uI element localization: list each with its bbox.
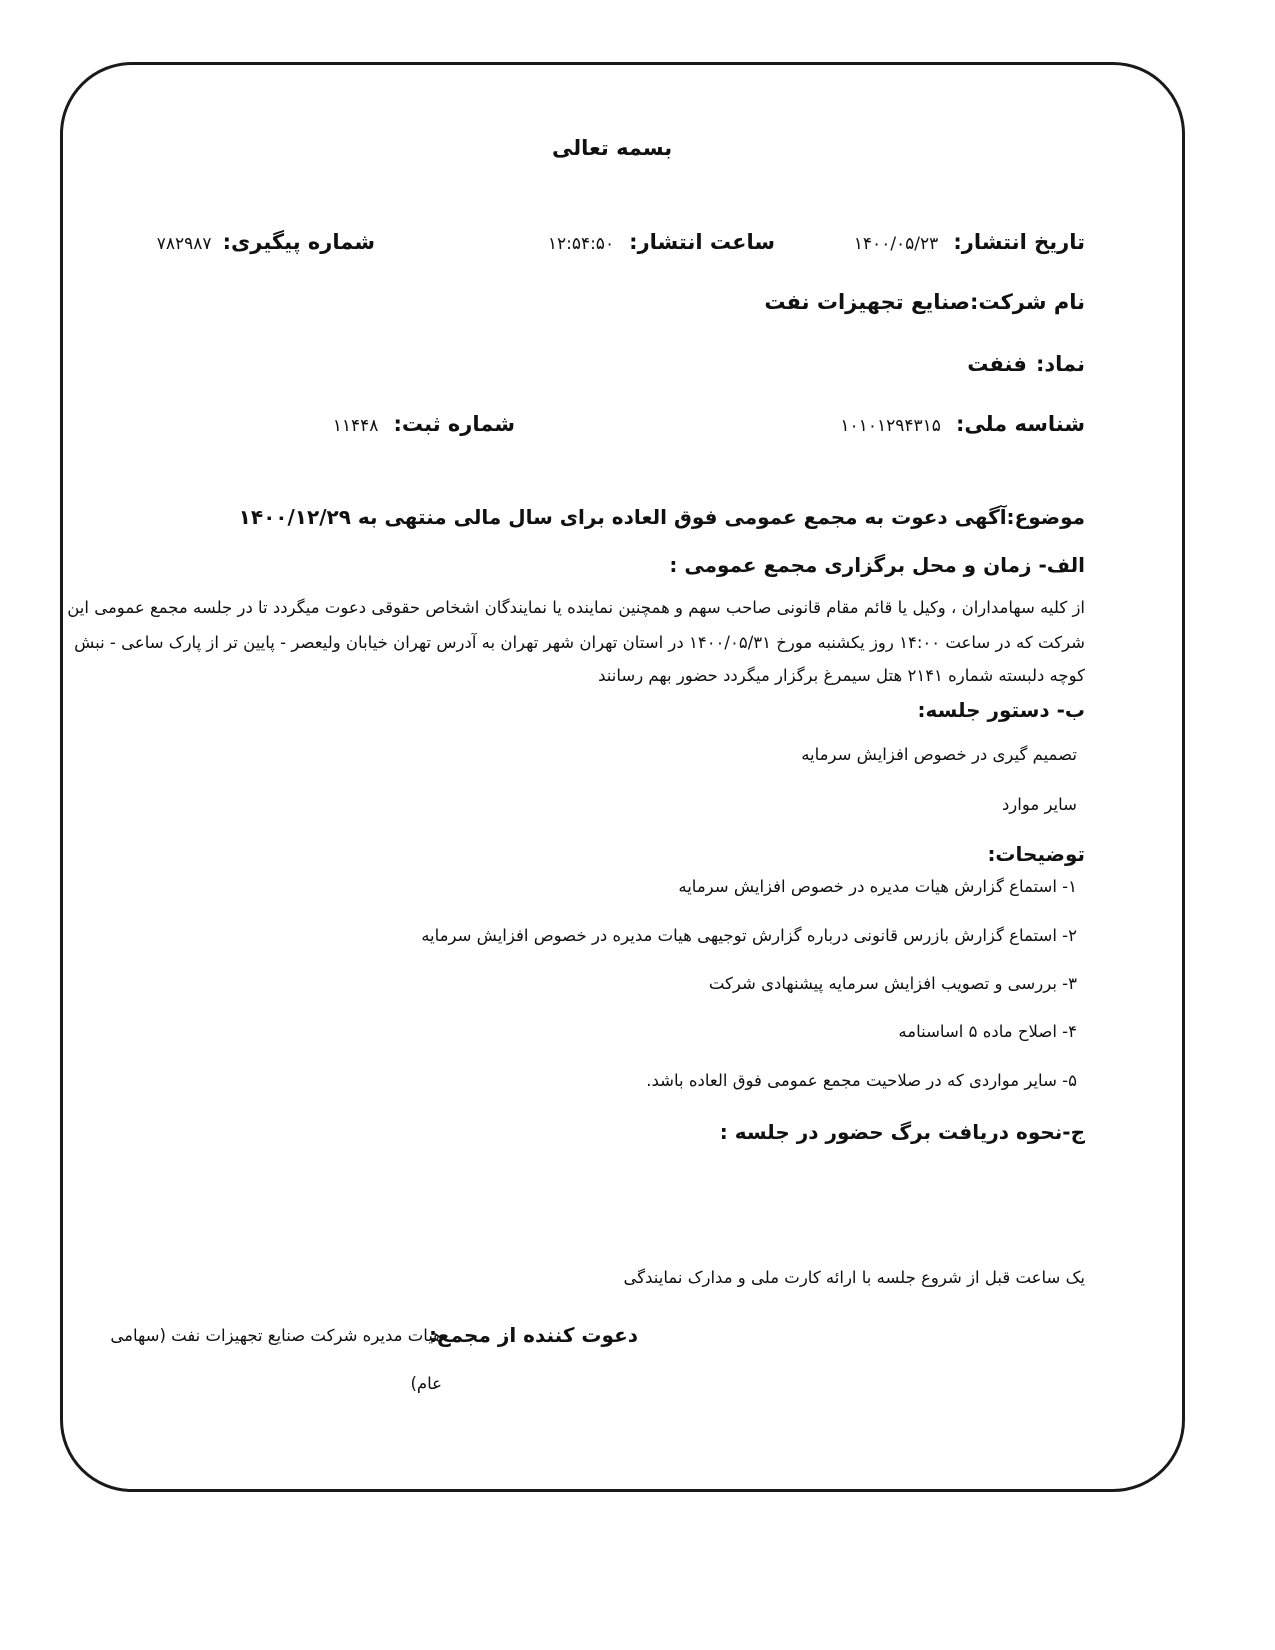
note-item-5: ۵- سایر مواردی که در صلاحیت مجمع عمومی فوق العاده باشد.	[646, 1071, 1077, 1090]
company-name-value: صنایع تجهیزات نفت	[764, 290, 970, 314]
section-b-title: ب- دستور جلسه:	[917, 698, 1085, 722]
registration-number-value: ۱۱۴۴۸	[332, 416, 379, 436]
section-a-line-3: کوچه دلبسته شماره ۲۱۴۱ هتل سیمرغ برگزار میگردد حضور بهم رسانند	[598, 666, 1085, 685]
company-name	[764, 290, 1085, 314]
national-id	[840, 412, 1085, 436]
publish-date	[854, 230, 1085, 254]
note-item-1: ۱- استماع گزارش هیات مدیره در خصوص افزایش سرمایه	[678, 877, 1077, 896]
bismillah-heading: بسمه تعالی	[552, 136, 673, 160]
note-item-4: ۴- اصلاح ماده ۵ اساسنامه	[898, 1022, 1077, 1041]
note-item-3: ۳- بررسی و تصویب افزایش سرمایه پیشنهادی شرکت	[708, 974, 1077, 993]
section-a-line-1: از کلیه سهامداران ، وکیل یا قائم مقام قانونی صاحب سهم و همچنین نماینده یا نمایندگان اشخاص حقوقی دعوت میگردد تا در جلسه مجمع عمومی این	[67, 598, 1085, 617]
section-c-title: ج-نحوه دریافت برگ حضور در جلسه :	[719, 1120, 1085, 1144]
publish-time	[548, 230, 775, 254]
inviter-value-line-1: هیات مدیره شرکت صنایع تجهیزات نفت (سهامی	[110, 1326, 442, 1345]
tracking-number-value: ۷۸۲۹۸۷	[156, 234, 212, 254]
symbol	[967, 352, 1085, 376]
publish-date-label: تاریخ انتشار:	[953, 230, 1085, 254]
publish-time-label: ساعت انتشار:	[629, 230, 775, 254]
section-c-text: یک ساعت قبل از شروع جلسه با ارائه کارت ملی و مدارک نمایندگی	[623, 1268, 1085, 1287]
section-a-line-2: شرکت که در ساعت ۱۴:۰۰ روز یکشنبه مورخ ۱۴۰۰/۰۵/۳۱ در استان تهران شهر تهران به آدرس تهران خیابان ولیعصر - پایین تر از پارک ساعی - نبش	[74, 633, 1085, 652]
publish-date-value: ۱۴۰۰/۰۵/۲۳	[853, 234, 939, 254]
section-a-title: الف- زمان و محل برگزاری مجمع عمومی :	[669, 553, 1085, 577]
inviter-value-line-2: عام)	[410, 1374, 442, 1393]
symbol-value: فنفت	[967, 352, 1027, 376]
notes-title: توضیحات:	[987, 842, 1085, 866]
publish-time-value: ۱۲:۵۴:۵۰	[547, 234, 615, 254]
company-name-label: نام شرکت:	[969, 290, 1085, 314]
registration-number	[333, 412, 515, 436]
symbol-label: نماد:	[1035, 352, 1085, 376]
note-item-2: ۲- استماع گزارش بازرس قانونی درباره گزارش توجیهی هیات مدیره در خصوص افزایش سرمایه	[421, 926, 1077, 945]
tracking-number-label: شماره پیگیری:	[222, 230, 375, 254]
agenda-item-1: تصمیم گیری در خصوص افزایش سرمایه	[801, 745, 1077, 764]
agenda-item-2: سایر موارد	[1001, 795, 1077, 814]
national-id-value: ۱۰۱۰۱۲۹۴۳۱۵	[840, 416, 941, 436]
registration-number-label: شماره ثبت:	[393, 412, 515, 436]
tracking-number	[157, 230, 375, 254]
inviter-label: دعوت کننده از مجمع:	[428, 1323, 638, 1347]
national-id-label: شناسه ملی:	[955, 412, 1085, 436]
subject-line: موضوع:آگهی دعوت به مجمع عمومی فوق العاده برای سال مالی منتهی به ۱۴۰۰/۱۲/۲۹	[238, 505, 1085, 529]
